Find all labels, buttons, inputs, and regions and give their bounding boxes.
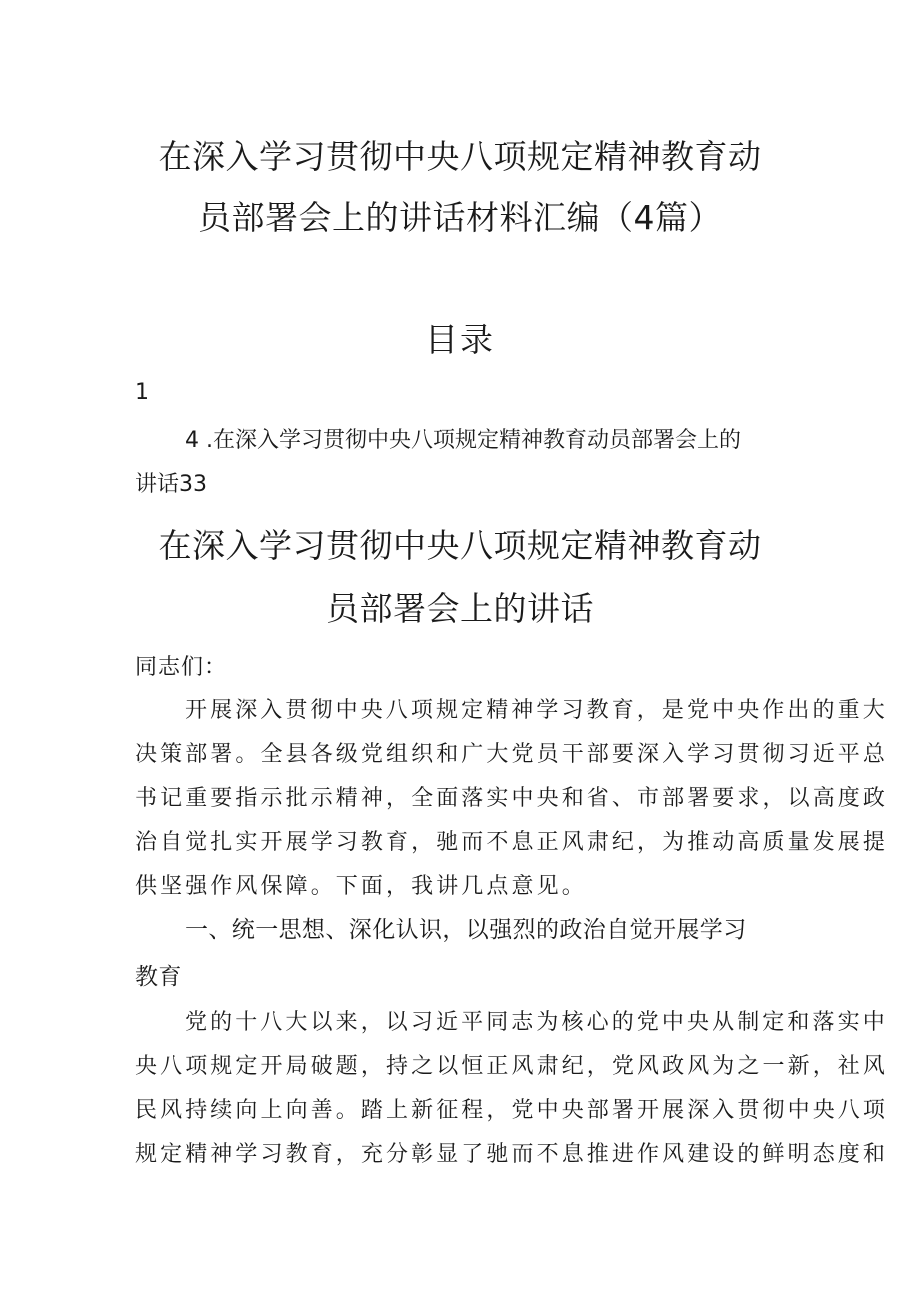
toc-page-number: 1: [135, 380, 149, 405]
toc-entry-line-2[interactable]: 讲话33: [135, 472, 207, 497]
paragraph-2-line-2: 央八项规定开局破题，持之以恒正风肃纪，党风政风为之一新，社风: [135, 1054, 889, 1079]
salutation: 同志们：: [135, 655, 228, 680]
paragraph-2-line-1: 党的十八大以来，以习近平同志为核心的党中央从制定和落实中: [185, 1010, 888, 1035]
toc-heading: 目录: [425, 320, 495, 359]
paragraph-1-line-1: 开展深入贯彻中央八项规定精神学习教育，是党中央作出的重大: [185, 698, 888, 723]
document-title-line-2: 员部署会上的讲话材料汇编（4篇）: [198, 198, 722, 237]
section-1-heading-line-2: 教育: [135, 964, 182, 990]
document-title-line-1: 在深入学习贯彻中央八项规定精神教育动: [158, 137, 762, 176]
paragraph-1-line-3: 书记重要指示批示精神，全面落实中央和省、市部署要求，以高度政: [135, 786, 889, 811]
paragraph-1-line-2: 决策部署。全县各级党组织和广大党员干部要深入学习贯彻习近平总: [135, 742, 889, 767]
paragraph-1-line-4: 治自觉扎实开展学习教育，驰而不息正风肃纪，为推动高质量发展提: [135, 830, 889, 855]
toc-entry-line-1[interactable]: 4 .在深入学习贯彻中央八项规定精神教育动员部署会上的: [185, 428, 741, 453]
section-1-heading-line-1: 一、统一思想、深化认识，以强烈的政治自觉开展学习: [185, 917, 747, 943]
paragraph-1-line-5: 供坚强作风保障。下面，我讲几点意见。: [135, 874, 587, 899]
paragraph-2-line-3: 民风持续向上向善。踏上新征程，党中央部署开展深入贯彻中央八项: [135, 1098, 889, 1123]
speech-title-line-1: 在深入学习贯彻中央八项规定精神教育动: [158, 526, 762, 565]
paragraph-2-line-4: 规定精神学习教育，充分彰显了驰而不息推进作风建设的鲜明态度和: [135, 1142, 889, 1167]
speech-title-line-2: 员部署会上的讲话: [326, 589, 594, 628]
